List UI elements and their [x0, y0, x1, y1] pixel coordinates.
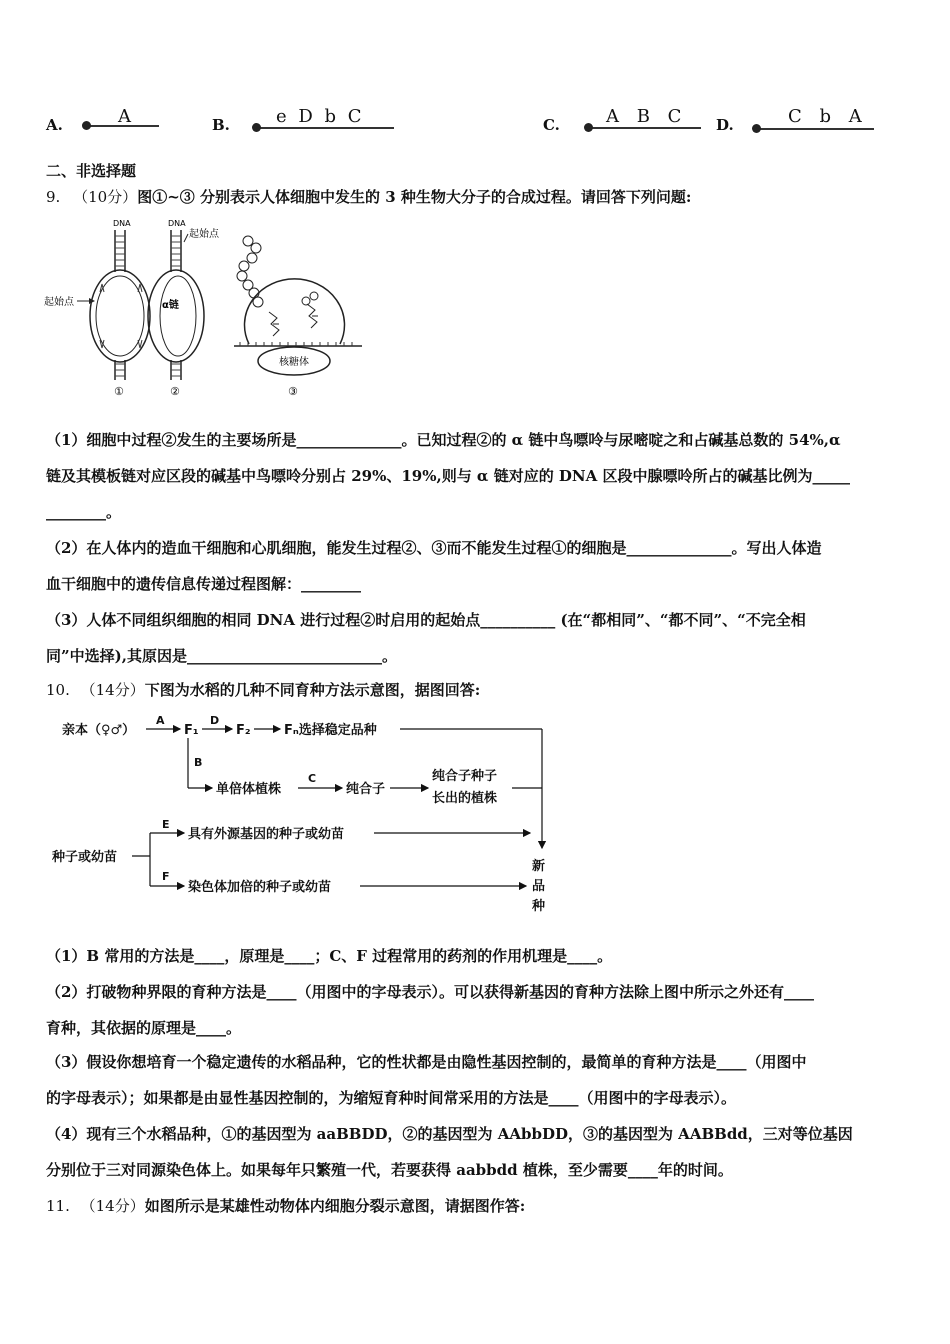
q9-figure: [44, 212, 364, 402]
translation-diagram: [234, 236, 362, 398]
dna-label-1: DNA: [113, 219, 131, 228]
q11-stem: 如图所示是某雄性动物体内细胞分裂示意图，请据图作答:: [144, 1197, 526, 1215]
q9-part1-line1: （1）细胞中过程②发生的主要场所是______________。已知过程②的 α 链中鸟嘌呤与尿嘧啶之和占碱基总数的 54%,α: [46, 431, 841, 449]
section-title: 二、非选择题: [46, 162, 137, 180]
homozygote-label: 纯合子: [346, 782, 386, 797]
parents-label: 亲本（♀♂）: [62, 723, 136, 738]
option-b-label: B.: [212, 116, 230, 134]
q11-number: 11.: [46, 1197, 70, 1215]
q9-part3: [46, 602, 906, 674]
option-d-label: D.: [716, 116, 734, 134]
alpha-chain-label: α链: [162, 300, 179, 311]
step-b-label: B: [194, 756, 203, 769]
q10-part4: [46, 1116, 906, 1188]
fn-select-label: Fₙ选择稳定品种: [284, 723, 377, 738]
homo-seed-line2: 长出的植株: [432, 791, 498, 806]
origin-label-right: 起始点: [189, 229, 219, 240]
q10-stem: 下图为水稻的几种不同育种方法示意图，据图回答:: [144, 681, 481, 699]
q9-part2: [46, 530, 906, 602]
figure-label-3: ③: [288, 385, 298, 398]
step-f-label: F: [162, 870, 170, 883]
q11-header: [46, 1196, 525, 1216]
centromere-icon: [752, 124, 761, 133]
homo-seed-line1: 纯合子种子: [432, 769, 498, 784]
step-a-label: A: [156, 714, 165, 727]
q9-part1: [46, 422, 906, 530]
centromere-icon: [584, 123, 593, 132]
q10-part2-line2: 育种，其依据的原理是____。: [46, 1019, 242, 1037]
q9-number: 9.: [46, 188, 61, 206]
breeding-diagram: [46, 708, 566, 923]
centromere-icon: [82, 121, 91, 130]
option-a-genes: A: [118, 106, 131, 127]
q11-score: （14分）: [80, 1197, 145, 1215]
doubled-label: 染色体加倍的种子或幼苗: [188, 880, 332, 895]
transcription-diagram: [148, 219, 220, 398]
q10-header: [46, 680, 480, 700]
q9-header: [46, 187, 691, 207]
figure-label-2: ②: [170, 385, 180, 398]
option-a-chromosome: [80, 106, 160, 136]
seed-seedling-label: 种子或幼苗: [52, 850, 118, 865]
q10-part3: [46, 1044, 906, 1116]
q9-stem: 图①~③ 分别表示人体细胞中发生的 3 种生物大分子的合成过程。请回答下列问题:: [137, 188, 692, 206]
q9-part1-line3: ________。: [46, 503, 122, 521]
option-c-genes: A B C: [606, 106, 688, 127]
q10-part3-line2: 的字母表示）；如果都是由显性基因控制的，为缩短育种时间常采用的方法是____（用图中的字母表示）。: [46, 1089, 737, 1107]
q9-score: （10分）: [73, 188, 138, 206]
q9-part3-line2: 同”中选择),其原因是__________________________。: [46, 647, 397, 665]
dna-label-2: DNA: [168, 219, 186, 228]
q10-part4-line2: 分别位于三对同源染色体上。如果每年只繁殖一代，若要获得 aabbdd 植株，至少需要____年的时间。: [46, 1161, 733, 1179]
option-d-genes: C b A: [788, 106, 868, 127]
q10-part1-line1: （1）B 常用的方法是____，原理是____；C、F 过程常用的药剂的作用机理是____。: [46, 947, 613, 965]
new-variety-1: 新: [532, 859, 546, 874]
f1-label: F₁: [184, 723, 199, 738]
q10-part2: [46, 974, 906, 1046]
step-c-label: C: [308, 772, 317, 785]
q10-part3-line1: （3）假设你想培育一个稳定遗传的水稻品种，它的性状都是由隐性基因控制的，最简单的育种方法是____（用图中: [46, 1053, 807, 1071]
dna-replication-diagram: [44, 219, 150, 398]
q9-part2-line1: （2）在人体内的造血干细胞和心肌细胞，能发生过程②、③而不能发生过程①的细胞是______________。写出人体造: [46, 539, 822, 557]
centromere-icon: [252, 123, 261, 132]
q10-part4-line1: （4）现有三个水稻品种，①的基因型为 aaBBDD，②的基因型为 AAbbDD，③的基因型为 AABBdd，三对等位基因: [46, 1125, 853, 1143]
option-b-chromosome: [250, 106, 395, 136]
q10-part2-line1: （2）打破物种界限的育种方法是____（用图中的字母表示）。可以获得新基因的育种方法除上图中所示之外还有____: [46, 983, 814, 1001]
haploid-label: 单倍体植株: [216, 782, 282, 797]
step-e-label: E: [162, 818, 170, 831]
q10-number: 10.: [46, 681, 70, 699]
new-variety-3: 种: [532, 899, 546, 914]
q10-score: （14分）: [80, 681, 145, 699]
ribosome-label: 核糖体: [279, 357, 309, 368]
step-d-label: D: [210, 714, 220, 727]
foreign-gene-label: 具有外源基因的种子或幼苗: [188, 827, 345, 842]
q9-part3-line1: （3）人体不同组织细胞的相同 DNA 进行过程②时启用的起始点__________ (在“都相同”、“都不同”、“不完全相: [46, 611, 806, 629]
new-variety-2: 品: [532, 879, 546, 894]
option-c-label: C.: [543, 116, 560, 134]
q9-part2-line2: 血干细胞中的遗传信息传递过程图解：________: [46, 575, 362, 593]
q9-part1-line2: 链及其模板链对应区段的碱基中鸟嘌呤分别占 29%、19%,则与 α 链对应的 DNA 区段中腺嘌呤所占的碱基比例为_____: [46, 467, 850, 485]
option-d-chromosome: [750, 106, 875, 136]
q10-part1: [46, 938, 906, 974]
f2-label: F₂: [236, 723, 251, 738]
option-b-genes: e D b C: [276, 106, 365, 127]
option-c-chromosome: [582, 106, 702, 136]
origin-label-left: 起始点: [44, 297, 74, 308]
figure-label-1: ①: [114, 385, 124, 398]
option-a-label: A.: [46, 116, 63, 134]
